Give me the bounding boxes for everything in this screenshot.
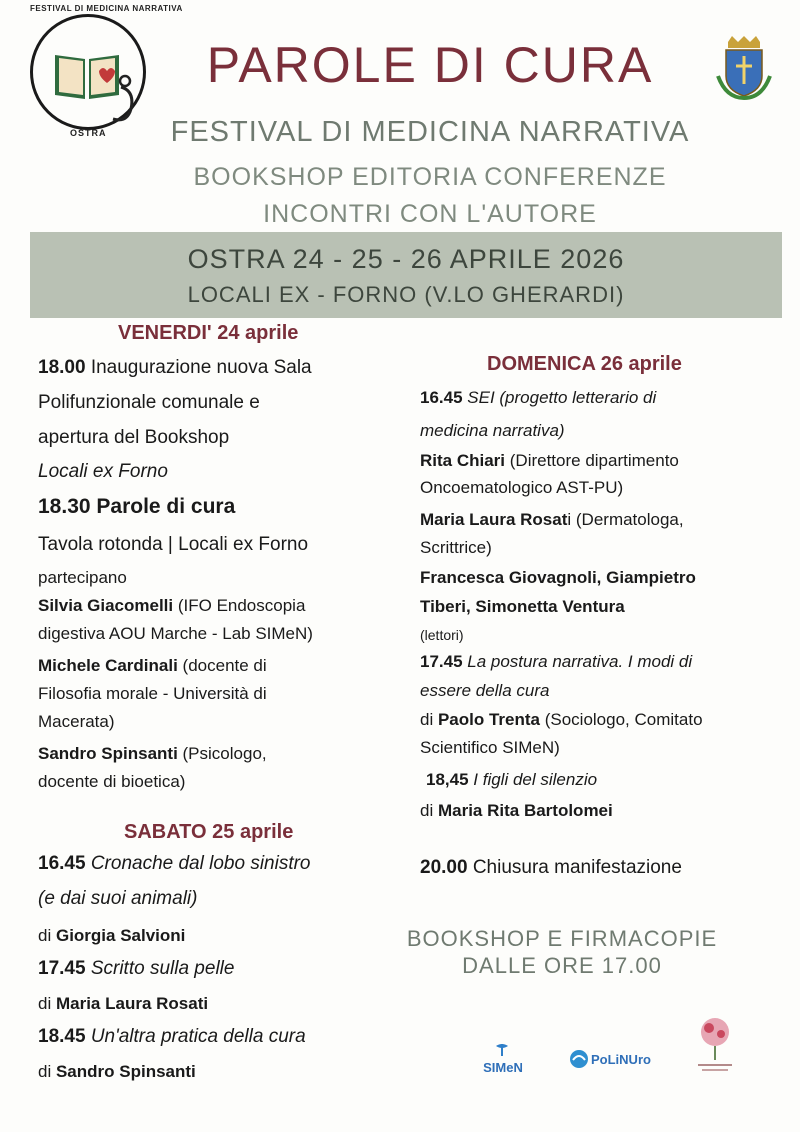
participant-2-role-end: Macerata) [38, 712, 115, 731]
friday-event-1-line-2: Polifunzionale comunale e [38, 392, 260, 413]
participant-role: (docente di [177, 656, 267, 675]
flower-logo [694, 1012, 736, 1076]
simen-logo [478, 1042, 528, 1076]
author-name: Sandro Spinsanti [55, 1062, 196, 1081]
author-name: Giorgia Salvioni [55, 926, 186, 945]
event-time: 16.45 [420, 388, 463, 407]
saturday-event-1-author [38, 926, 185, 946]
event-text: Inaugurazione nuova Sala [85, 357, 312, 378]
event-title: La postura narrativa. I modi di [462, 652, 693, 671]
participant-name: Silvia Giacomelli [38, 596, 174, 615]
saturday-heading: SABATO 25 aprile [124, 821, 294, 843]
friday-event-2-info: Tavola rotonda | Locali ex Forno [38, 534, 309, 555]
saturday-event-2 [38, 958, 234, 980]
sunday-event-4 [420, 857, 682, 879]
author-role: (Sociologo, Comitato [540, 710, 703, 729]
event-time: 17.45 [38, 958, 86, 979]
saturday-event-1 [38, 853, 311, 875]
author-prefix: di [420, 710, 438, 729]
author-prefix: di [38, 994, 56, 1013]
author-name: Paolo Trenta [437, 710, 540, 729]
sunday-participant-1 [420, 451, 679, 471]
simen-logo-text: SIMeN [483, 1060, 523, 1075]
saturday-event-3 [38, 1026, 306, 1048]
participant-role: (Direttore dipartimento [505, 451, 679, 470]
event-dates: OSTRA 24 - 25 - 26 APRILE 2026 [187, 244, 625, 274]
saturday-event-1-title-end: (e dai suoi animali) [38, 888, 198, 909]
logo-city: OSTRA [70, 128, 107, 138]
author-name: Maria Rita Bartolomei [437, 801, 613, 820]
page-title: PAROLE DI CURA [206, 37, 654, 93]
participant-1-role: digestiva AOU Marche - Lab SIMeN) [38, 624, 313, 643]
friday-event-2-title: 18.30 Parole di cura [38, 495, 236, 518]
author-prefix: di [38, 1062, 56, 1081]
event-time: 18.45 [38, 1026, 86, 1047]
event-time: 16.45 [38, 853, 86, 874]
subtitle-line-3: INCONTRI CON L'AUTORE [263, 200, 597, 228]
participant-role: i (Dermatologa, [567, 510, 684, 529]
author-name: Maria Laura Rosati [55, 994, 209, 1013]
friday-heading: VENERDI' 24 aprile [118, 322, 299, 344]
sunday-event-3-author [420, 801, 613, 821]
sunday-readers-label: (lettori) [420, 627, 464, 643]
bookshop-note: BOOKSHOP E FIRMACOPIE [406, 926, 718, 951]
festival-subtitle: FESTIVAL DI MEDICINA NARRATIVA [170, 116, 690, 148]
participant-role: (IFO Endoscopia [173, 596, 306, 615]
event-title: SEI (progetto letterario di [462, 388, 657, 407]
sunday-event-2-title-end: essere della cura [420, 681, 550, 700]
author-prefix: di [420, 801, 438, 820]
sunday-readers: Francesca Giovagnoli, Giampietro [420, 568, 696, 587]
participant-name: Michele Cardinali [38, 656, 178, 675]
sunday-event-3 [426, 770, 597, 790]
saturday-event-3-author [38, 1062, 196, 1082]
participant-name: Rita Chiari [420, 451, 506, 470]
friday-event-1-location: Locali ex Forno [38, 461, 168, 482]
subtitle-line-2: BOOKSHOP EDITORIA CONFERENZE [193, 163, 667, 191]
participant-3-role: docente di bioetica) [38, 772, 186, 791]
friday-participants-label: partecipano [38, 568, 127, 587]
participant-name: Maria Laura Rosat [420, 510, 568, 529]
sunday-participant-2-role: Scrittrice) [420, 538, 492, 557]
saturday-event-2-author [38, 994, 208, 1014]
sunday-event-1-title-end: medicina narrativa) [420, 421, 565, 440]
bookshop-hours: DALLE ORE 17.00 [462, 953, 662, 978]
event-venue: LOCALI EX - FORNO (V.LO GHERARDI) [187, 282, 625, 307]
crest-icon [716, 36, 772, 100]
sunday-event-1 [420, 388, 656, 408]
friday-event-1-line-3: apertura del Bookshop [38, 427, 230, 448]
event-time: 18,45 [426, 770, 469, 789]
sunday-participant-2 [420, 510, 684, 530]
participant-name: Sandro Spinsanti [38, 744, 178, 763]
sunday-readers-line-2: Tiberi, Simonetta Ventura [420, 597, 625, 616]
friday-event-1 [38, 357, 312, 379]
participant-3 [38, 744, 267, 764]
participant-2 [38, 656, 267, 676]
event-title: Scritto sulla pelle [85, 958, 235, 979]
sunday-event-2 [420, 652, 692, 672]
event-time: 20.00 [420, 857, 468, 878]
logo-arc-text: FESTIVAL DI MEDICINA NARRATIVA [30, 4, 183, 13]
event-time: 18.00 [38, 357, 86, 378]
event-time: 17.45 [420, 652, 463, 671]
polinuro-logo-text: PoLiNUro [591, 1052, 651, 1067]
participant-1 [38, 596, 305, 616]
event-text: Chiusura manifestazione [467, 857, 682, 878]
polinuro-logo [568, 1046, 652, 1072]
sunday-event-2-author-role: Scientifico SIMeN) [420, 738, 560, 757]
author-prefix: di [38, 926, 56, 945]
sunday-heading: DOMENICA 26 aprile [487, 353, 682, 375]
event-title: I figli del silenzio [468, 770, 598, 789]
event-title: Cronache dal lobo sinistro [85, 853, 311, 874]
participant-role: (Psicologo, [177, 744, 267, 763]
event-title: Un'altra pratica della cura [85, 1026, 306, 1047]
sunday-participant-1-role: Oncoematologico AST-PU) [420, 478, 624, 497]
sunday-event-2-author [420, 710, 703, 730]
participant-2-role: Filosofia morale - Università di [38, 684, 267, 703]
